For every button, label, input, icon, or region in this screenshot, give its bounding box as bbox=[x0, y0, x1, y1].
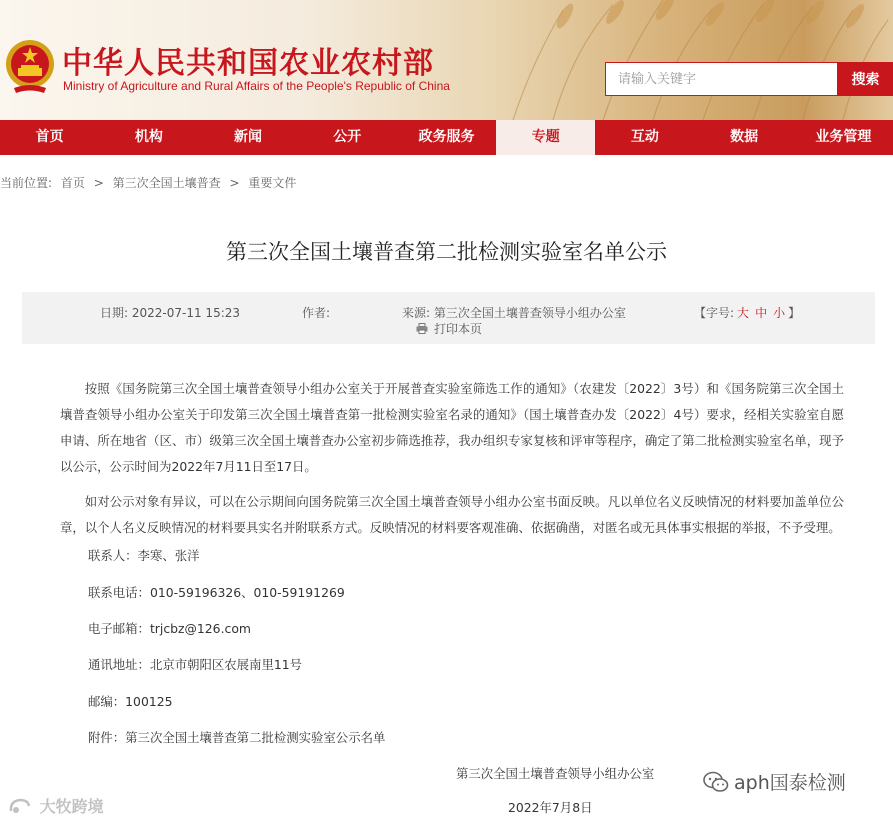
print-label: 打印本页 bbox=[434, 322, 483, 336]
author-label: 作者: bbox=[302, 306, 331, 320]
font-size-control bbox=[694, 304, 800, 321]
nav-item-news[interactable]: 新闻 bbox=[234, 129, 263, 145]
print-page-link[interactable] bbox=[416, 320, 482, 337]
nav-item-business[interactable]: 业务管理 bbox=[815, 129, 872, 145]
source-label: 来源: bbox=[402, 306, 431, 320]
nav-item-data[interactable]: 数据 bbox=[730, 129, 759, 145]
source-value: 第三次全国土壤普查领导小组办公室 bbox=[433, 306, 626, 320]
date-label: 日期: bbox=[100, 306, 129, 320]
attachment-label: 附件： bbox=[88, 730, 126, 745]
article-body bbox=[60, 376, 844, 541]
paragraph-1: 按照《国务院第三次全国土壤普查领导小组办公室关于开展普查实验室筛选工作的通知》（农建发〔2022〕3号）和《国务院第三次全国土壤普查领导小组办公室关于印发第三次全国土壤普查第一批检测实验室名录的通知》（国土壤普查办发〔2022〕4号）要求，经相关实验室自愿申请、所在地省（区、市）级第三次全国土壤普查办公室初步筛选推荐，我办组织专家复核和评审等程序，确定了第二批检测实验室名单，现予以公示，公示时间为2022年7月11日至17日。 bbox=[60, 381, 844, 474]
font-size-close: 】 bbox=[788, 306, 801, 320]
watermark-logo-icon bbox=[8, 797, 34, 815]
font-size-medium[interactable]: 中 bbox=[755, 306, 768, 320]
wheat-banner-image bbox=[473, 0, 893, 120]
contact-person: 联系人：李寒、张洋 bbox=[88, 548, 200, 563]
nav-item-home[interactable]: 首页 bbox=[35, 129, 64, 145]
nav-item-interaction[interactable]: 互动 bbox=[630, 129, 659, 145]
search-input[interactable] bbox=[605, 62, 838, 96]
breadcrumb-soil-survey[interactable]: 第三次全国土壤普查 bbox=[112, 176, 221, 190]
nav-item-public[interactable]: 公开 bbox=[333, 129, 362, 145]
signature-organization: 第三次全国土壤普查领导小组办公室 bbox=[456, 766, 655, 781]
breadcrumb-prefix: 当前位置: bbox=[0, 176, 53, 190]
attachment-row bbox=[88, 728, 385, 746]
date-value: 2022-07-11 15:23 bbox=[131, 306, 241, 320]
contact-postcode: 邮编：100125 bbox=[88, 694, 173, 709]
signature-date: 2022年7月8日 bbox=[508, 800, 593, 815]
nav-item-services[interactable]: 政务服务 bbox=[418, 129, 475, 145]
search-button[interactable]: 搜索 bbox=[838, 62, 893, 96]
national-emblem-icon bbox=[4, 38, 56, 94]
font-size-small[interactable]: 小 bbox=[773, 306, 786, 320]
site-subtitle: Ministry of Agriculture and Rural Affairs of the People's Republic of China bbox=[63, 79, 450, 93]
breadcrumb-important-docs[interactable]: 重要文件 bbox=[248, 176, 297, 190]
breadcrumb-separator: > bbox=[93, 176, 104, 190]
main-nav bbox=[0, 120, 893, 155]
font-size-large[interactable]: 大 bbox=[737, 306, 750, 320]
article-author bbox=[302, 304, 330, 321]
nav-item-organization[interactable]: 机构 bbox=[134, 129, 163, 145]
nav-item-topics[interactable]: 专题 bbox=[496, 120, 595, 155]
article-source bbox=[402, 304, 626, 321]
site-title[interactable]: 中华人民共和国农业农村部 bbox=[62, 46, 434, 81]
contact-address: 通讯地址：北京市朝阳区农展南里11号 bbox=[88, 657, 303, 672]
contact-phone: 联系电话：010-59196326、010-59191269 bbox=[88, 585, 345, 600]
article-info-bar bbox=[22, 292, 875, 344]
font-size-label: 【字号: bbox=[694, 306, 735, 320]
watermark-left-text: 大牧跨境 bbox=[39, 797, 104, 816]
article-title: 第三次全国土壤普查第二批检测实验室名单公示 bbox=[226, 240, 667, 264]
article-date bbox=[100, 304, 240, 321]
contact-email: 电子邮箱：trjcbz@126.com bbox=[88, 621, 251, 636]
breadcrumb-separator: > bbox=[229, 176, 240, 190]
attachment-link[interactable]: 第三次全国土壤普查第二批检测实验室公示名单 bbox=[125, 730, 386, 745]
watermark-right-text: aph国泰检测 bbox=[734, 772, 846, 794]
printer-icon bbox=[416, 323, 428, 334]
watermark-left bbox=[8, 794, 104, 817]
breadcrumb bbox=[0, 174, 301, 191]
paragraph-2: 如对公示对象有异议，可以在公示期间向国务院第三次全国土壤普查领导小组办公室书面反映。凡以单位名义反映情况的材料要加盖单位公章，以个人名义反映情况的材料要具实名并附联系方式。反映情况的材料要客观准确、依据确凿，对匿名或无具体事实根据的举报，不予受理。 bbox=[60, 494, 844, 535]
wechat-icon bbox=[702, 770, 730, 794]
site-header bbox=[0, 0, 893, 120]
watermark-right bbox=[702, 768, 846, 795]
breadcrumb-home[interactable]: 首页 bbox=[60, 176, 85, 190]
